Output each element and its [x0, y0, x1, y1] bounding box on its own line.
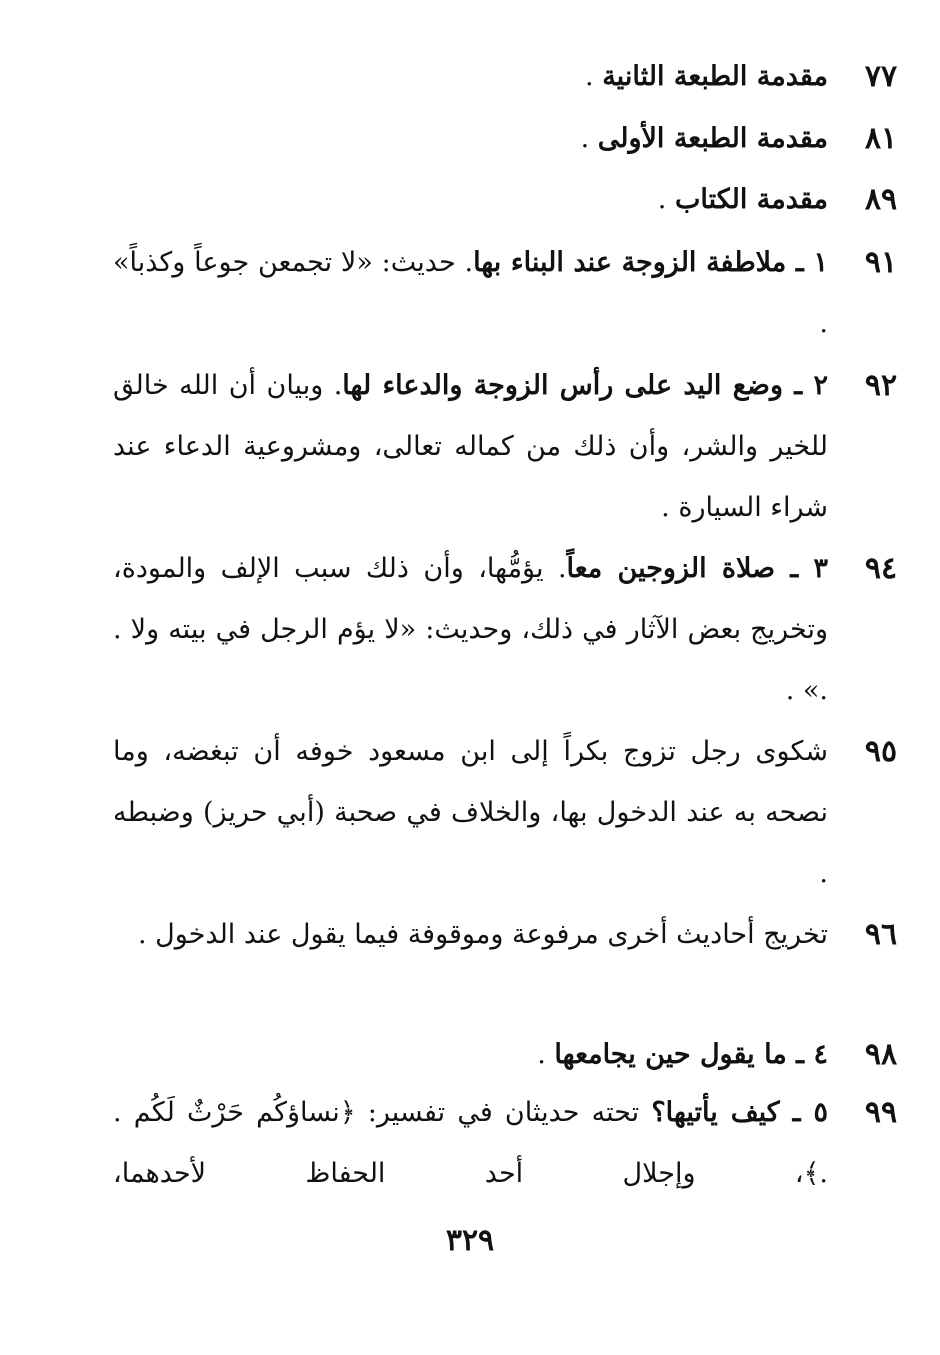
- entry-page-number: ٩٨: [864, 1037, 898, 1072]
- entry-description: شكوى رجل تزوج بكراً إلى ابن مسعود خوفه أن تبغضه، وما نصحه به عند الدخول بها، والخلاف في صحبة (أبي حريز) وضبطه .: [113, 736, 828, 889]
- entry-heading: مقدمة الكتاب: [674, 184, 828, 215]
- toc-entry: [113, 232, 898, 354]
- entry-heading: مقدمة الطبعة الأولى: [597, 123, 828, 154]
- entry-description: .: [657, 184, 675, 215]
- entry-heading: ٢ ـ وضع اليد على رأس الزوجة والدعاء لها: [342, 370, 828, 401]
- toc-entry: [113, 108, 898, 169]
- toc-entry: [113, 721, 898, 904]
- entry-page-number: ٧٧: [864, 59, 898, 94]
- entry-text: [113, 108, 828, 169]
- entry-page-number: ٩١: [864, 245, 898, 280]
- entry-page-number: ٩٦: [864, 917, 898, 952]
- entry-text: [113, 232, 828, 354]
- entry-page-number: ٩٥: [864, 734, 898, 769]
- entry-page-number: ٩٩: [864, 1095, 898, 1130]
- entry-text: [113, 1024, 828, 1085]
- entry-text: [113, 169, 828, 230]
- entry-description: .: [585, 61, 603, 92]
- entry-heading: ٣ ـ صلاة الزوجين معاً: [566, 553, 828, 584]
- entry-description: . حديث: «لا تجمعن جوعاً وكذباً» .: [113, 247, 828, 339]
- toc-entry: [113, 1082, 898, 1204]
- toc-entry: [113, 46, 898, 107]
- entry-description: تحته حديثان في تفسير: ﴿نساؤكُم حَرْثٌ لَكُم . .﴾، وإجلال أحد الحفاظ لأحدهما،: [113, 1097, 828, 1189]
- entry-text: [113, 721, 828, 904]
- entry-heading: مقدمة الطبعة الثانية: [602, 61, 828, 92]
- entry-page-number: ٩٤: [864, 551, 898, 586]
- entry-page-number: ٨٩: [864, 182, 898, 217]
- page-number-footer: ٣٢٩: [445, 1223, 495, 1258]
- entry-description: تخريج أحاديث أخرى مرفوعة وموقوفة فيما يقول عند الدخول .: [137, 919, 828, 950]
- entry-heading: ١ ـ ملاطفة الزوجة عند البناء بها: [473, 247, 828, 278]
- entry-description: .: [537, 1039, 555, 1070]
- toc-entry: [113, 1024, 898, 1085]
- entry-text: [113, 538, 828, 721]
- entry-page-number: ٩٢: [864, 368, 898, 403]
- entry-text: [113, 1082, 828, 1204]
- entry-page-number: ٨١: [864, 121, 898, 156]
- toc-entry: [113, 355, 898, 538]
- entry-description: .: [580, 123, 598, 154]
- toc-entry: [113, 904, 898, 965]
- entry-description: . يؤمُّها، وأن ذلك سبب الإلف والمودة، وتخريج بعض الآثار في ذلك، وحديث: «لا يؤم الرجل في بيته ولا . .» .: [113, 553, 828, 706]
- entry-text: [113, 355, 828, 538]
- entry-heading: ٥ ـ كيف يأتيها؟: [651, 1097, 828, 1128]
- entry-text: [113, 46, 828, 107]
- entry-heading: ٤ ـ ما يقول حين يجامعها: [554, 1039, 828, 1070]
- entry-description: . وبيان أن الله خالق للخير والشر، وأن ذلك من كماله تعالى، ومشروعية الدعاء عند شراء السيارة .: [113, 370, 828, 523]
- toc-entry: [113, 538, 898, 721]
- entry-text: [113, 904, 828, 965]
- toc-entry: [113, 169, 898, 230]
